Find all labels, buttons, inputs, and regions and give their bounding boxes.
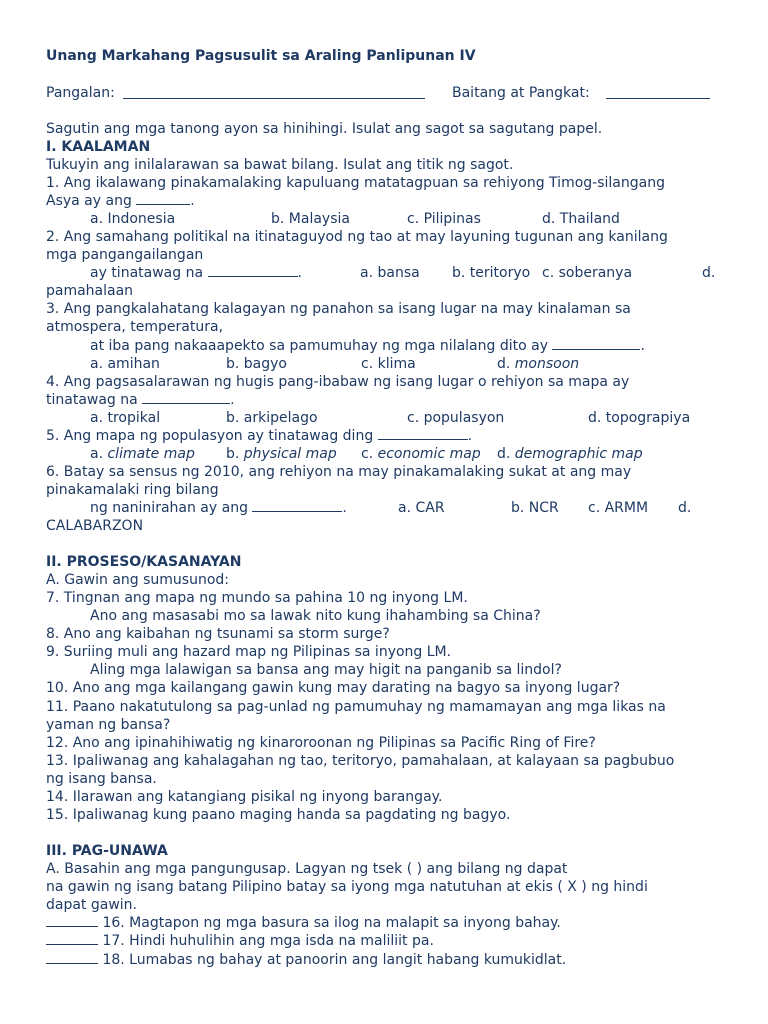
q5-choice-d: d. demographic map xyxy=(497,446,643,462)
q2-line1: 2. Ang samahang politikal na itinataguyod ng tao at may layuning tugunan ang kanilang xyxy=(46,229,668,245)
q1-choice-d: d. Thailand xyxy=(542,211,620,227)
q12: 12. Ano ang ipinahihiwatig ng kinaroroonan ng Pilipinas sa Pacific Ring of Fire? xyxy=(46,735,596,751)
grade-blank[interactable] xyxy=(606,86,710,99)
q1-blank[interactable] xyxy=(136,192,190,205)
q13-line1: 13. Ipaliwanag ang kahalagahan ng tao, teritoryo, pamahalaan, at kalayaan sa pagbubuo xyxy=(46,753,675,769)
exam-title: Unang Markahang Pagsusulit sa Araling Panlipunan IV xyxy=(46,48,476,64)
q15: 15. Ipaliwanag kung paano maging handa sa pagdating ng bagyo. xyxy=(46,807,511,823)
q3-line3: at iba pang nakaaapekto sa pamumuhay ng mga nilalang dito ay . xyxy=(90,338,645,354)
q8: 8. Ano ang kaibahan ng tsunami sa storm surge? xyxy=(46,626,390,642)
q2-line4: pamahalaan xyxy=(46,283,134,299)
q7-line1: 7. Tingnan ang mapa ng mundo sa pahina 10 ng inyong LM. xyxy=(46,590,468,606)
q3-choice-d: d. monsoon xyxy=(497,356,580,372)
q5-choice-a: a. climate map xyxy=(90,446,195,462)
q1-line1: 1. Ang ikalawang pinakamalaking kapuluang matatagpuan sa rehiyong Timog-silangang xyxy=(46,175,665,191)
item-18: 18. Lumabas ng bahay at panoorin ang langit habang kumukidlat. xyxy=(46,951,566,969)
q6-line4: CALABARZON xyxy=(46,518,144,534)
q6-choice-c: c. ARMM xyxy=(588,500,649,516)
q11-line1: 11. Paano nakatutulong sa pag-unlad ng pamumuhay ng mamamayan ang mga likas na xyxy=(46,699,666,715)
q7-line2: Ano ang masasabi mo sa lawak nito kung ihahambing sa China? xyxy=(90,608,541,624)
q6-line3: ng naninirahan ay ang . xyxy=(90,500,347,516)
q6-choice-b: b. NCR xyxy=(511,500,559,516)
q1-choice-a: a. Indonesia xyxy=(90,211,176,227)
q2-line2: mga pangangailangan xyxy=(46,247,204,263)
q10: 10. Ano ang mga kailangang gawin kung may darating na bagyo sa inyong lugar? xyxy=(46,680,621,696)
section3-heading: III. PAG-UNAWA xyxy=(46,843,168,859)
q14: 14. Ilarawan ang katangiang pisikal ng inyong barangay. xyxy=(46,789,443,805)
section1-instruction: Tukuyin ang inilalarawan sa bawat bilang. Isulat ang titik ng sagot. xyxy=(46,157,514,173)
q5-line1: 5. Ang mapa ng populasyon ay tinatawag ding . xyxy=(46,428,473,444)
q4-choice-c: c. populasyon xyxy=(407,410,505,426)
q6-blank[interactable] xyxy=(252,499,342,512)
item-16-blank[interactable] xyxy=(46,914,98,927)
q4-blank[interactable] xyxy=(142,391,230,404)
q9-line2: Aling mga lalawigan sa bansa ang may higit na panganib sa lindol? xyxy=(90,662,562,678)
q3-line2: atmospera, temperatura, xyxy=(46,319,224,335)
item-16: 16. Magtapon ng mga basura sa ilog na malapit sa inyong bahay. xyxy=(46,914,561,932)
name-label: Pangalan: xyxy=(46,85,115,101)
q4-choice-b: b. arkipelago xyxy=(226,410,318,426)
q3-choice-b: b. bagyo xyxy=(226,356,287,372)
q3-line1: 3. Ang pangkalahatang kalagayan ng panahon sa isang lugar na may kinalaman sa xyxy=(46,301,631,317)
q4-choice-d: d. topograpiya xyxy=(588,410,691,426)
q5-blank[interactable] xyxy=(378,427,468,440)
q2-choice-c: c. soberanya xyxy=(542,265,633,281)
section2-sub: A. Gawin ang sumusunod: xyxy=(46,572,229,588)
q5-choice-c: c. economic map xyxy=(361,446,481,462)
q6-choice-a: a. CAR xyxy=(398,500,445,516)
q2-choice-d: d. xyxy=(702,265,716,281)
q4-choice-a: a. tropikal xyxy=(90,410,161,426)
section1-heading: I. KAALAMAN xyxy=(46,139,151,155)
q6-choice-d: d. xyxy=(678,500,692,516)
q9-line1: 9. Suriing muli ang hazard map ng Pilipinas sa inyong LM. xyxy=(46,644,452,660)
q4-line2: tinatawag na . xyxy=(46,392,235,408)
q2-line3: ay tinatawag na . xyxy=(90,265,302,281)
section3-instruction-line3: dapat gawin. xyxy=(46,897,137,913)
q2-choice-b: b. teritoryo xyxy=(452,265,531,281)
item-18-blank[interactable] xyxy=(46,951,98,964)
q6-line2: pinakamalaki ring bilang xyxy=(46,482,219,498)
q5-choice-b: b. physical map xyxy=(226,446,337,462)
section3-instruction-line1: A. Basahin ang mga pangungusap. Lagyan ng tsek ( ) ang bilang ng dapat xyxy=(46,861,568,877)
q2-choice-a: a. bansa xyxy=(360,265,420,281)
q1-choice-c: c. Pilipinas xyxy=(407,211,481,227)
item-17-blank[interactable] xyxy=(46,932,98,945)
section2-heading: II. PROSESO/KASANAYAN xyxy=(46,554,242,570)
instructions: Sagutin ang mga tanong ayon sa hinihingi. Isulat ang sagot sa sagutang papel. xyxy=(46,121,603,137)
q6-line1: 6. Batay sa sensus ng 2010, ang rehiyon na may pinakamalaking sukat at ang may xyxy=(46,464,632,480)
q11-line2: yaman ng bansa? xyxy=(46,717,171,733)
name-blank[interactable] xyxy=(123,86,425,99)
q2-blank[interactable] xyxy=(208,264,298,277)
q3-choice-c: c. klima xyxy=(361,356,416,372)
item-17: 17. Hindi huhulihin ang mga isda na maliliit pa. xyxy=(46,932,434,950)
q1-line2: Asya ay ang . xyxy=(46,193,195,209)
q13-line2: ng isang bansa. xyxy=(46,771,157,787)
q1-choice-b: b. Malaysia xyxy=(271,211,350,227)
q3-choice-a: a. amihan xyxy=(90,356,160,372)
q3-blank[interactable] xyxy=(552,337,640,350)
q4-line1: 4. Ang pagsasalarawan ng hugis pang-ibabaw ng isang lugar o rehiyon sa mapa ay xyxy=(46,374,630,390)
section3-instruction-line2: na gawin ng isang batang Pilipino batay sa iyong mga natutuhan at ekis ( X ) ng hindi xyxy=(46,879,648,895)
grade-label: Baitang at Pangkat: xyxy=(452,85,590,101)
